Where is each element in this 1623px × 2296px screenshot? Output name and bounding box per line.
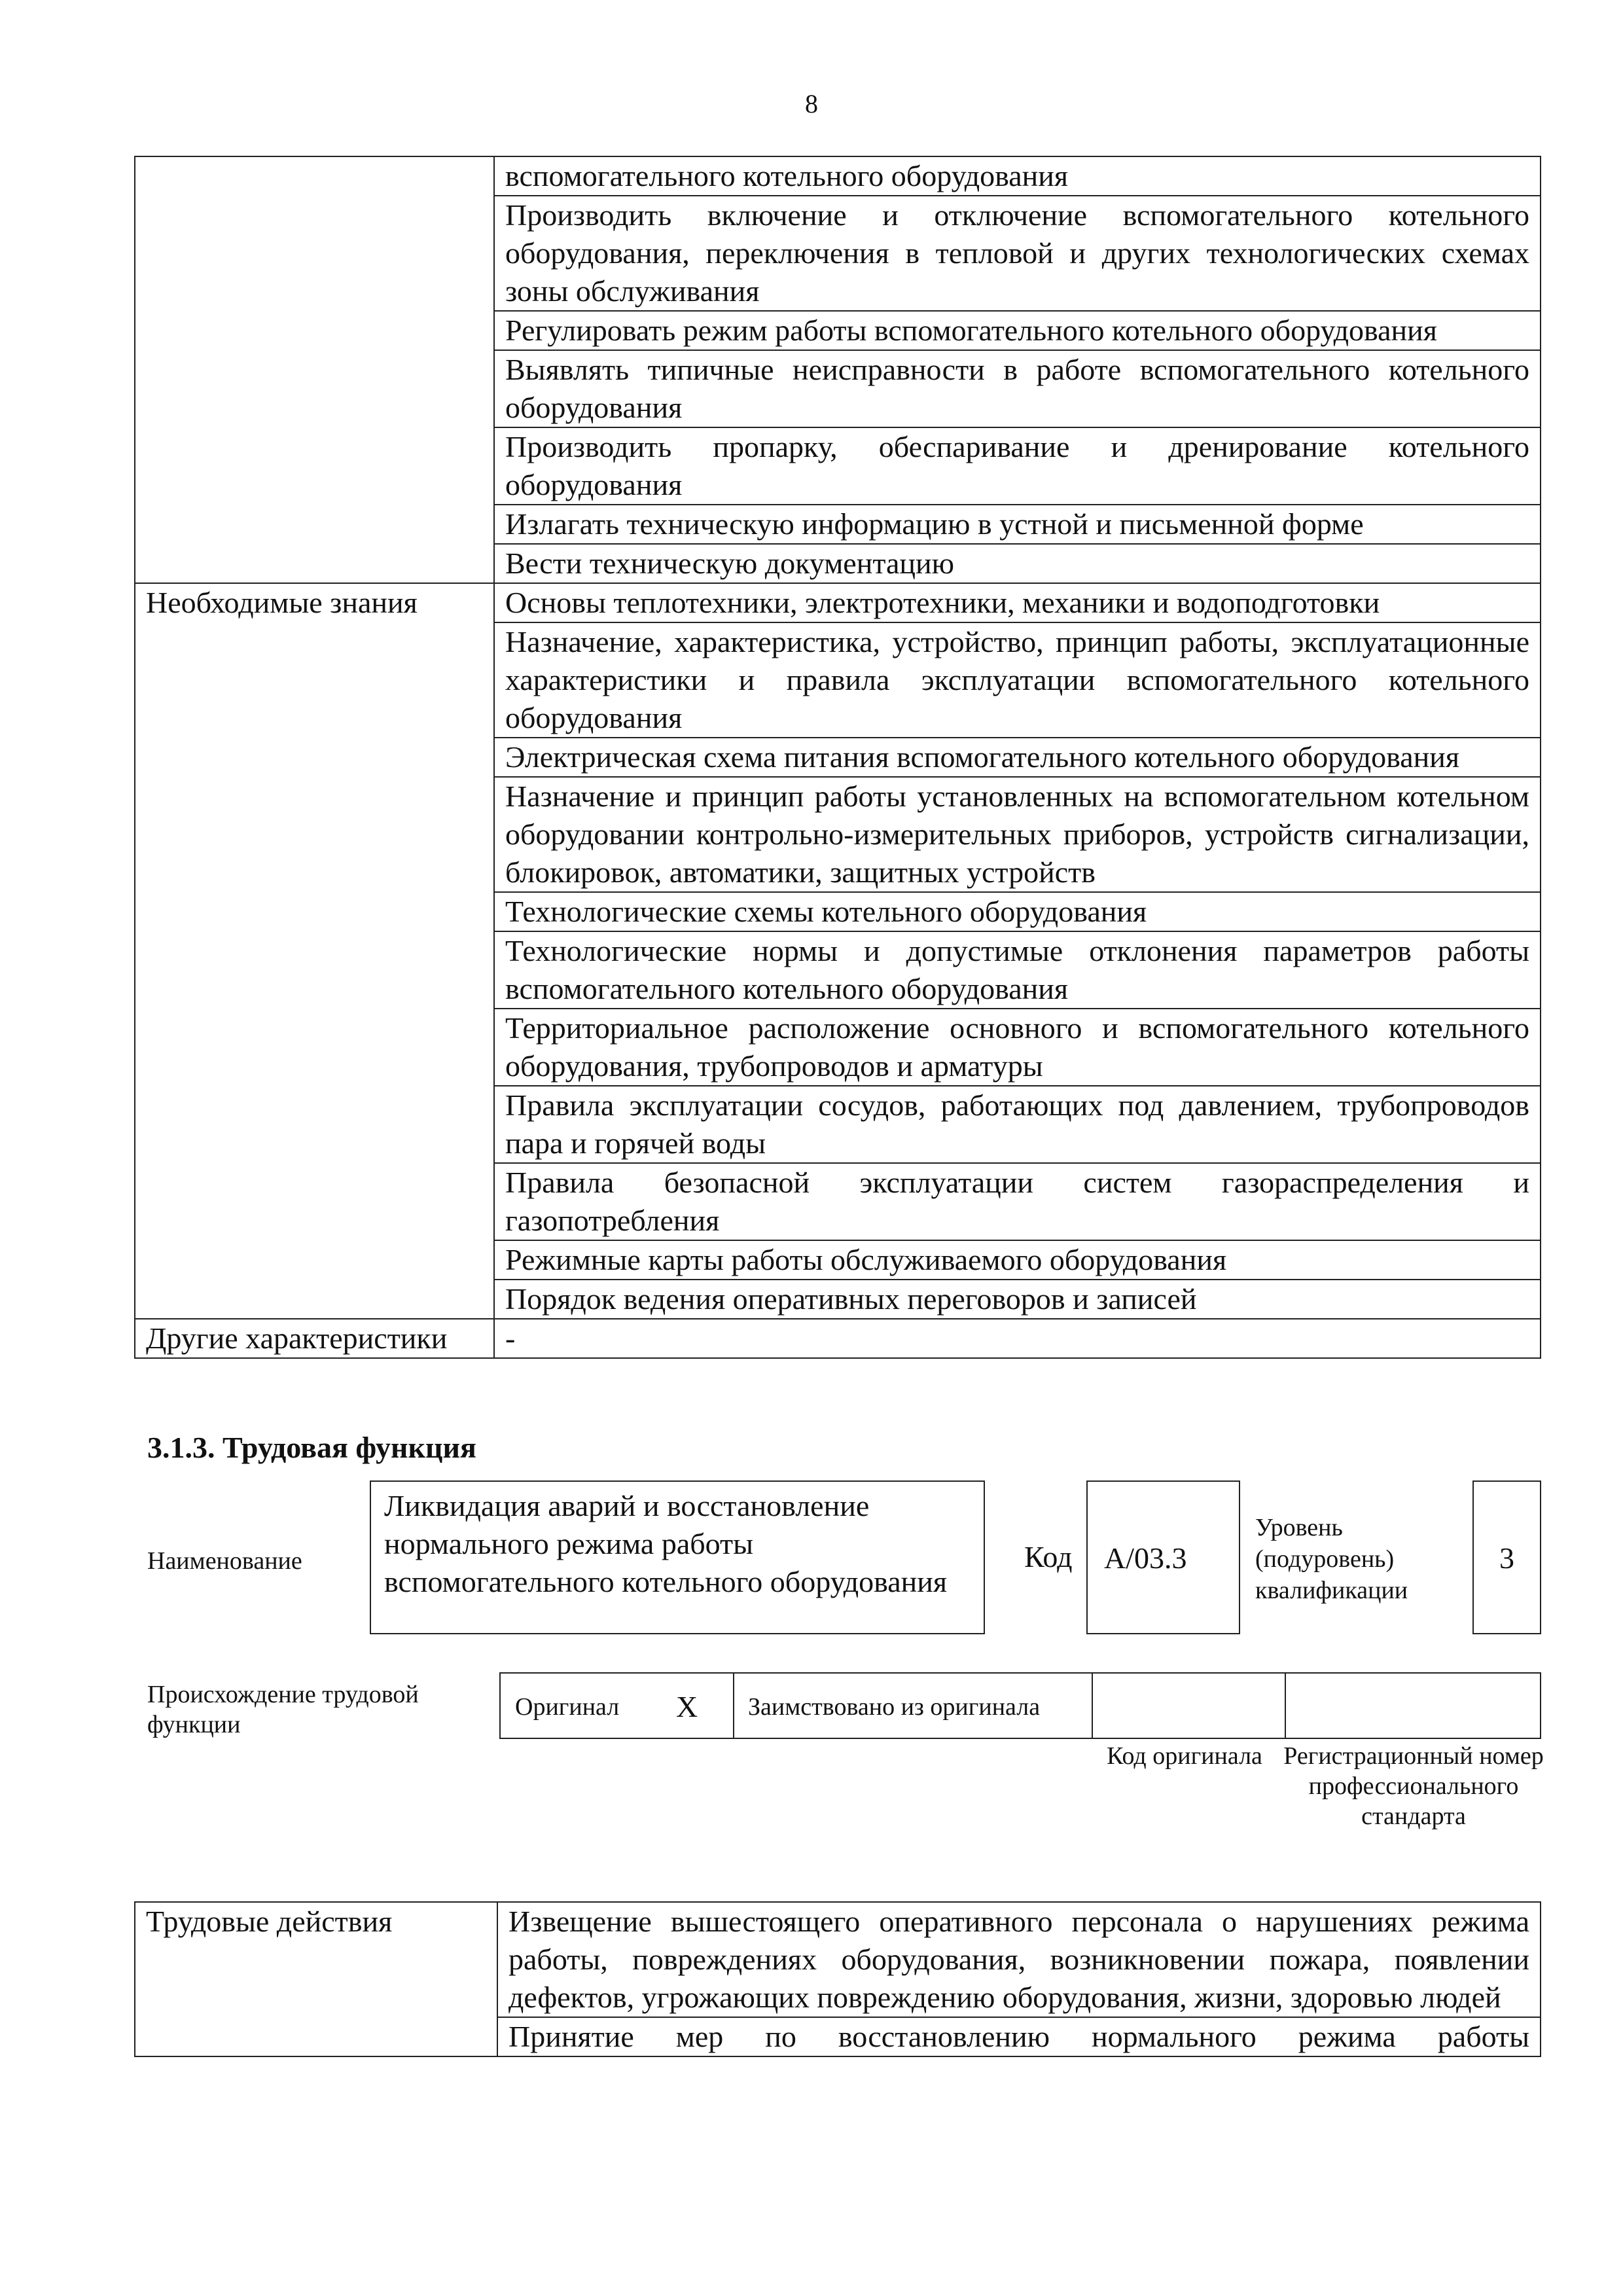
- original-mark: X: [676, 1690, 698, 1723]
- code-original-caption: Код оригинала: [1107, 1742, 1262, 1770]
- table-row: [135, 156, 1541, 196]
- knowledge-cell: Правила безопасной эксплуатации систем газораспределения и газопотребления: [494, 1163, 1541, 1240]
- knowledge-cell: Технологические нормы и допустимые отклонения параметров работы вспомогательного котельного оборудования: [494, 931, 1541, 1009]
- level-label: Уровень (подуровень) квалификации: [1255, 1514, 1408, 1604]
- other-characteristics-label: Другие характеристики: [135, 1319, 494, 1358]
- borrowed-label: Заимствовано из оригинала: [748, 1693, 1041, 1721]
- skill-cell: Регулировать режим работы вспомогательного котельного оборудования: [494, 311, 1541, 350]
- section-heading: 3.1.3. Трудовая функция: [147, 1431, 476, 1464]
- level-value-box: [1472, 1480, 1541, 1634]
- table-row: [135, 1902, 1541, 2017]
- origin-divider: [1285, 1674, 1286, 1738]
- name-label: Наименование: [147, 1547, 302, 1575]
- origin-grid: [499, 1672, 1541, 1739]
- code-label: Код: [1024, 1540, 1073, 1573]
- origin-divider: [733, 1674, 734, 1738]
- level-value: 3: [1499, 1541, 1514, 1575]
- page-number: 8: [805, 89, 818, 118]
- table-row: [135, 583, 1541, 622]
- skill-cell: Выявлять типичные неисправности в работе вспомогательного котельного оборудования: [494, 350, 1541, 427]
- table-row: [135, 1319, 1541, 1358]
- skills-label-cell: [135, 156, 494, 583]
- knowledge-cell: Технологические схемы котельного оборудования: [494, 892, 1541, 931]
- labor-actions-label: Трудовые действия: [135, 1902, 497, 2056]
- knowledge-cell: Правила эксплуатации сосудов, работающих под давлением, трубопроводов пара и горячей воды: [494, 1086, 1541, 1163]
- top-requirements-table: [134, 156, 1541, 1359]
- labor-action-cell: Принятие мер по восстановлению нормального режима работы: [497, 2017, 1541, 2056]
- other-characteristics-value: -: [494, 1319, 1541, 1358]
- knowledge-cell: Электрическая схема питания вспомогательного котельного оборудования: [494, 738, 1541, 777]
- name-value: Ликвидация аварий и восстановление нормального режима работы вспомогательного котельного оборудования: [384, 1489, 948, 1598]
- origin-divider: [1092, 1674, 1093, 1738]
- knowledge-label: Необходимые знания: [135, 583, 494, 1319]
- knowledge-cell: Порядок ведения оперативных переговоров и записей: [494, 1280, 1541, 1319]
- code-value-box: [1086, 1480, 1240, 1634]
- labor-actions-table: [134, 1901, 1541, 2057]
- skill-cell: Производить включение и отключение вспомогательного котельного оборудования, переключения в тепловой и других технологических схемах зоны обслуживания: [494, 196, 1541, 311]
- name-value-box: [370, 1480, 985, 1634]
- skill-cell: Вести техническую документацию: [494, 544, 1541, 583]
- origin-label: Происхождение трудовой функции: [147, 1681, 419, 1738]
- skill-cell: Производить пропарку, обеспаривание и дренирование котельного оборудования: [494, 427, 1541, 505]
- skill-cell: вспомогательного котельного оборудования: [494, 156, 1541, 196]
- registration-caption: Регистрационный номер профессионального стандарта: [1283, 1742, 1544, 1830]
- code-value: A/03.3: [1104, 1541, 1187, 1575]
- knowledge-cell: Территориальное расположение основного и вспомогательного котельного оборудования, трубопроводов и арматуры: [494, 1009, 1541, 1086]
- knowledge-cell: Назначение и принцип работы установленных на вспомогательном котельном оборудовании контрольно-измерительных приборов, устройств сигнализации, блокировок, автоматики, защитных устройств: [494, 777, 1541, 892]
- skill-cell: Излагать техническую информацию в устной и письменной форме: [494, 505, 1541, 544]
- knowledge-cell: Назначение, характеристика, устройство, принцип работы, эксплуатационные характеристики и правила эксплуатации вспомогательного котельного оборудования: [494, 622, 1541, 738]
- labor-action-cell: Извещение вышестоящего оперативного персонала о нарушениях режима работы, повреждениях оборудования, возникновении пожара, появлении дефектов, угрожающих повреждению оборудования, жизни, здоровью людей: [497, 1902, 1541, 2017]
- knowledge-cell: Режимные карты работы обслуживаемого оборудования: [494, 1240, 1541, 1280]
- original-label: Оригинал: [515, 1693, 620, 1721]
- knowledge-cell: Основы теплотехники, электротехники, механики и водоподготовки: [494, 583, 1541, 622]
